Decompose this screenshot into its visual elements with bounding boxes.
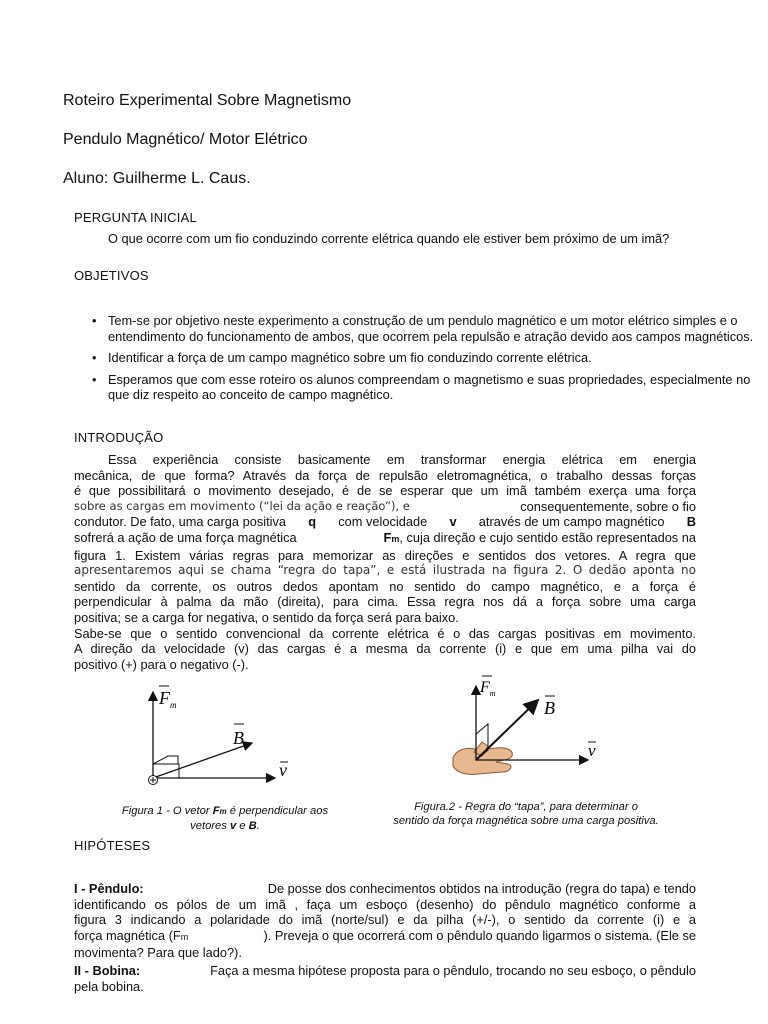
intro-line: apresentaremos aqui se chama “regra do tapa”, e está ilustrada na figura 2. O dedão aponta no [74, 563, 696, 578]
caption-symbol: v [229, 820, 237, 832]
hipoteses-bobina [74, 963, 696, 994]
intro-line: figura 1. Existem várias regras para memorizar as direções e sentidos dos vetores. A regra que [74, 547, 696, 563]
right-angle-box [153, 756, 178, 764]
intro-text: sobre as cargas em movimento (“lei da ação e reação”), e [74, 498, 410, 513]
intro-line: Essa experiência consiste basicamente em transformar energia elétrica em energia [108, 452, 696, 467]
hipoteses-heading: HIPÓTESES [74, 838, 151, 853]
figure-1-vector-diagram [140, 680, 300, 790]
document-subtitle: Pendulo Magnético/ Motor Elétrico [63, 131, 308, 148]
right-angle-box [153, 764, 179, 778]
figure-2-tapa-rule [448, 672, 608, 784]
caption-text: Figura.2 - Regra do “tapa”, para determinar o [414, 801, 638, 813]
intro-text: , cuja direção e cujo sentido estão representados na [399, 529, 696, 545]
intro-text: condutor. De fato, uma carga positiva [74, 514, 286, 530]
hip-text: força magnética (F [74, 927, 181, 943]
list-item: • Identificar a força de um campo magnético sobre um fio conduzindo corrente elétrica. [82, 350, 767, 366]
intro-line: positiva; se a carga for negativa, o sentido da força será para baixo. [74, 609, 459, 625]
hip-line [74, 881, 696, 897]
pendulo-label: I - Pêndulo: [74, 881, 144, 896]
hip-text: ). Preveja o que ocorrerá com o pêndulo quando ligarmos o sistema. (Ele se [263, 927, 696, 943]
intro-text: sofrerá a ação de uma força magnética [74, 529, 297, 545]
hip-text: De posse dos conhecimentos obtidos na introdução (regra do tapa) e tendo [267, 881, 696, 896]
caption-text: é perpendicular aos [229, 805, 329, 817]
bobina-label: II - Bobina: [74, 963, 141, 978]
hip-line [74, 963, 696, 979]
figure-1-caption [100, 804, 350, 833]
document-title: Roteiro Experimental Sobre Magnetismo [63, 92, 352, 109]
symbol-fm: F [383, 529, 392, 545]
intro-text: com velocidade [338, 514, 428, 530]
caption-symbol: m [219, 807, 227, 816]
caption-symbol: F [212, 805, 220, 817]
caption-text: . [256, 820, 260, 832]
pergunta-text: O que ocorre com um fio conduzindo corrente elétrica quando ele estiver bem próximo de um imã? [108, 231, 670, 246]
symbol-b: B [686, 514, 696, 530]
b-label: B [233, 728, 244, 748]
list-item: • Esperamos que com esse roteiro os alunos compreendam o magnetismo e suas propriedades, especialmente no que diz respeito ao conceito de campo magnético. [82, 372, 767, 403]
pergunta-heading: PERGUNTA INICIAL [74, 210, 197, 225]
fm-label: $F_m$ [480, 679, 496, 698]
b-vector [153, 743, 252, 778]
hip-line: identificando os pólos de um imã , faça um esboço (desenho) do pêndulo magnético conforme a [74, 896, 696, 912]
intro-text: consequentemente, sobre o fio [520, 498, 696, 514]
hip-line [74, 928, 696, 946]
caption-text: e [239, 820, 246, 832]
symbol-q: q [308, 514, 317, 530]
intro-line: Sabe-se que o sentido convencional da corrente elétrica é o das cargas positivas em movimento. [74, 625, 696, 641]
introducao-body [74, 452, 696, 672]
objetivos-heading: OBJETIVOS [74, 268, 149, 283]
b-label: B [544, 698, 555, 718]
objetivos-list [82, 313, 767, 409]
hip-line: movimenta? Para que lado?). [74, 945, 242, 961]
intro-line: perpendicular à palma da mão (direita), para cima. Essa regra nos dá a força sobre uma carga [74, 594, 696, 610]
intro-line: sentido da corrente, os outros dedos apontam no sentido do campo magnético, e a força é [74, 578, 696, 594]
hip-line: figura 3 indicando a polaridade do imã (norte/sul) e da pilha (+/-), o sentido da corrente (i) e a [74, 912, 696, 928]
intro-line: positivo (+) para o negativo (-). [74, 656, 249, 672]
hip-text: Faça a mesma hipótese proposta para o pêndulo, trocando no seu esboço, o pêndulo [210, 963, 696, 978]
caption-text: Figura 1 - O vetor [121, 805, 210, 817]
symbol-v: v [449, 514, 457, 530]
fm-label: $F_m$ [159, 688, 177, 710]
caption-text: sentido da força magnética sobre uma carga positiva. [393, 815, 659, 827]
introducao-heading: INTRODUÇÃO [74, 430, 164, 445]
intro-line [74, 514, 696, 530]
intro-line: mecânica, de que forma? Através da força de repulsão eletromagnética, o trabalho dessas forças [74, 467, 696, 483]
intro-line [74, 530, 696, 548]
hip-line: pela bobina. [74, 978, 144, 994]
list-item: • Tem-se por objetivo neste experimento a construção de um pendulo magnético e um motor elétrico simples e o entendimento do funcionamento de ambos, que ocorrem pela repulsão e atração devido aos campos magnéticos. [82, 313, 767, 344]
caption-text: vetores [190, 820, 227, 832]
student-name: Aluno: Guilherme L. Caus. [63, 170, 251, 187]
hip-text: m [180, 931, 189, 942]
caption-symbol: B [248, 820, 257, 832]
intro-line: é que possibilitará o movimento desejado, é de se esperar que um imã também exerça uma força [74, 483, 696, 499]
intro-line: A direção da velocidade (v) das cargas é a mesma da corrente (i) e que em uma pilha vai do [74, 641, 696, 657]
v-label: v [279, 760, 287, 780]
intro-text: através de um campo magnético [478, 514, 665, 530]
figure-2-caption [356, 800, 696, 828]
v-label: v [588, 741, 596, 760]
intro-line [74, 499, 696, 515]
symbol-fm-sub: m [391, 533, 400, 544]
hipoteses-pendulo [74, 881, 696, 961]
